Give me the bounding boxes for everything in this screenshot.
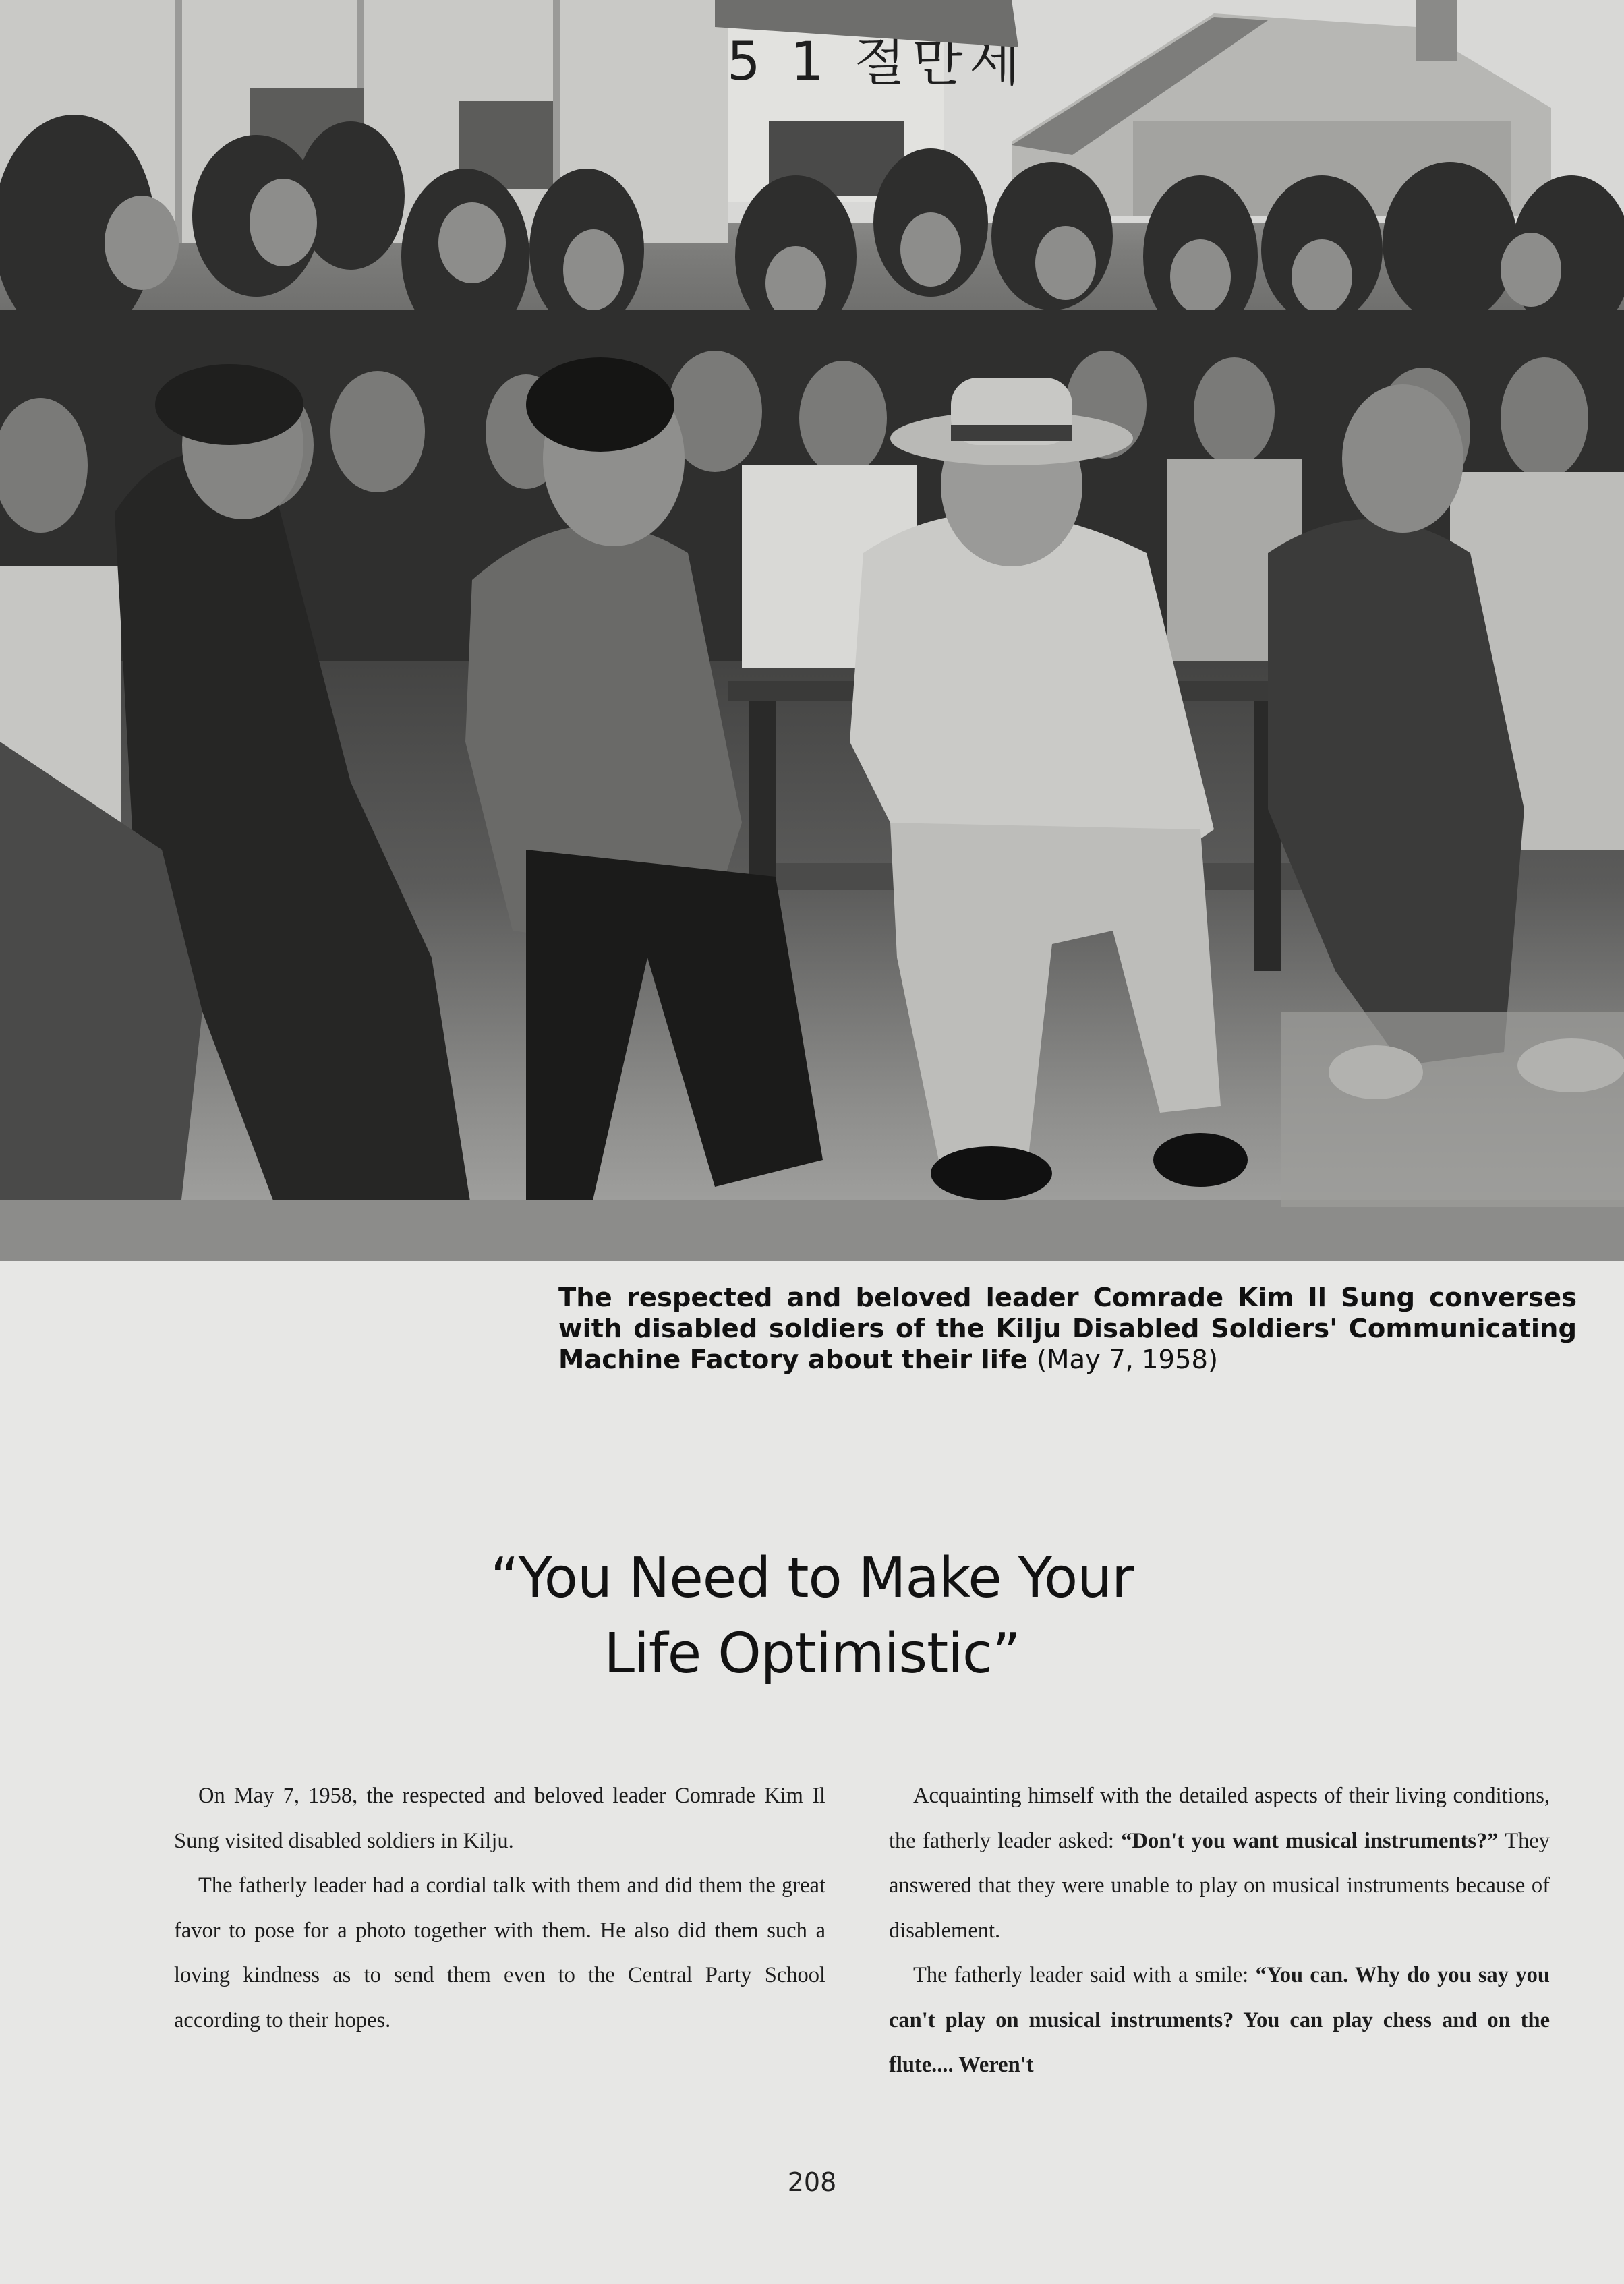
photo-caption (558, 1283, 1577, 1376)
left-paragraph-1: On May 7, 1958, the respected and beloved leader Comrade Kim Il Sung visited disabled soldiers in Kilju. (174, 1784, 825, 1853)
right-paragraph-1-text-b: They answered that they were unable to play on musical instruments because of disablement. (889, 1828, 1550, 1943)
headline-line-1: “You Need to Make Your (490, 1546, 1134, 1610)
left-column (174, 1774, 825, 2043)
left-paragraph-2: The fatherly leader had a cordial talk with them and did them the great favor to pose for a photo together with them. He also did them such a loving kindness as to send them even to the Central Party School according to their hopes. (174, 1873, 825, 2032)
right-paragraph-2-text-a: The fatherly leader said with a smile: (913, 1963, 1249, 1987)
headline (0, 1541, 1624, 1692)
building-sign: 5 1 절만세 (727, 32, 1027, 92)
right-paragraph-2-quote: “You can. Why do you say you can't play on musical instruments? You can play chess and on the flute.... Weren't (889, 1963, 1550, 2077)
right-paragraph-1-text-a: Acquainting himself with the detailed aspects of their living conditions, the fatherly leader asked: (889, 1784, 1550, 1853)
right-paragraph-1-quote: “Don't you want musical instruments?” (1121, 1828, 1499, 1853)
caption-text: The respected and beloved leader Comrade Kim Il Sung converses with disabled soldiers of the Kilju Disabled Soldiers' Communicating Machine Factory about their life (558, 1283, 1577, 1375)
right-paragraph-1 (889, 1774, 1550, 1953)
headline-line-2: Life Optimistic” (604, 1622, 1020, 1686)
right-paragraph-2 (889, 1953, 1550, 2088)
right-column (889, 1774, 1550, 2088)
page-number: 208 (787, 2167, 837, 2197)
caption-date: (May 7, 1958) (1037, 1345, 1219, 1375)
